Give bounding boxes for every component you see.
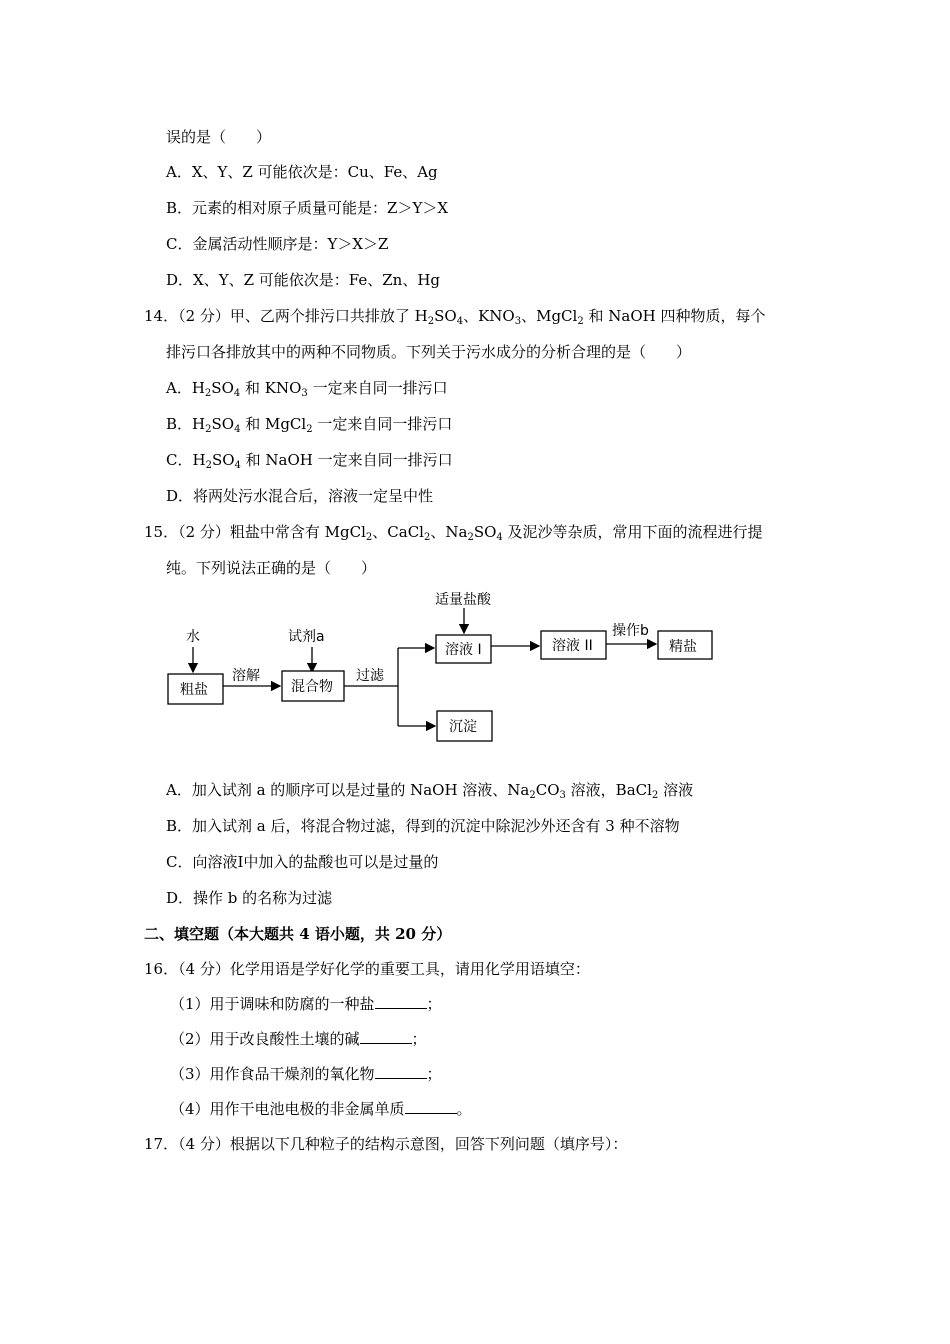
q13-stem-tail: 误的是（ ） (166, 128, 272, 146)
q17-stem: 17．（4 分）根据以下几种粒子的结构示意图，回答下列问题（填序号）： (144, 1135, 628, 1153)
q16-item2: （2）用于改良酸性土壤的碱 ； (170, 1030, 427, 1048)
flow-label-dissolve: 溶解 (232, 668, 260, 684)
q16-blank1[interactable] (375, 994, 427, 1009)
q16-item4: （4）用作干电池电极的非金属单质 。 (170, 1100, 472, 1118)
flow-label-op-b: 操作b (612, 623, 649, 639)
q16-blank2[interactable] (360, 1029, 412, 1044)
q16-stem: 16．（4 分）化学用语是学好化学的重要工具，请用化学用语填空： (144, 960, 590, 978)
text-precipitate: 沉淀 (449, 719, 477, 735)
salt-purification-flowchart (0, 580, 950, 760)
text-mixture: 混合物 (291, 679, 333, 695)
q13-option-d: D．X、Y、Z 可能依次是：Fe、Zn、Hg (166, 271, 441, 289)
q15-option-d: D．操作 b 的名称为过滤 (166, 889, 333, 907)
flow-label-filter: 过滤 (356, 668, 384, 684)
q16-item1: （1）用于调味和防腐的一种盐 ； (170, 995, 442, 1013)
section2-title: 二、填空题（本大题共 4 语小题，共 20 分） (144, 925, 452, 943)
q14-stem-line2: 排污口各排放其中的两种不同物质。下列关于污水成分的分析合理的是（ ） (166, 343, 692, 361)
text-solution2: 溶液 II (552, 638, 593, 654)
text-refined-salt: 精盐 (669, 639, 697, 655)
q13-option-b: B．元素的相对原子质量可能是：Z＞Y＞X (166, 199, 449, 217)
text-solution1: 溶液 I (445, 642, 482, 658)
q15-option-c: C．向溶液Ⅰ中加入的盐酸也可以是过量的 (166, 853, 439, 871)
q16-item3: （3）用作食品干燥剂的氧化物 ； (170, 1065, 442, 1083)
q15-option-a: A．加入试剂 a 的顺序可以是过量的 NaOH 溶液、$Na_2CO_3$ 溶液，BaCl$_2$ 溶液 (166, 781, 694, 801)
text-crude-salt: 粗盐 (180, 682, 208, 698)
flow-label-hcl: 适量盐酸 (435, 592, 491, 608)
q14-option-b: B．$H_2SO_4$ 和 MgCl$_2$ 一定来自同一排污口 (166, 415, 453, 435)
q15-option-b: B．加入试剂 a 后，将混合物过滤，得到的沉淀中除泥沙外还含有 3 种不溶物 (166, 817, 680, 835)
q14-option-d: D．将两处污水混合后，溶液一定呈中性 (166, 487, 434, 505)
q14-option-a: A．$H_2SO_4$ 和 $KNO_3$ 一定来自同一排污口 (166, 379, 448, 399)
flow-label-water: 水 (186, 629, 200, 645)
q16-blank4[interactable] (405, 1099, 457, 1114)
q16-blank3[interactable] (375, 1064, 427, 1079)
flow-label-reagent-a: 试剂a (288, 629, 325, 645)
q15-stem-line2: 纯。下列说法正确的是（ ） (166, 559, 377, 577)
q15-stem-line1: 15．（2 分）粗盐中常含有 MgCl$_2$、CaCl$_2$、$Na_2SO_4$ 及泥沙等杂质，常用下面的流程进行提 (144, 523, 763, 543)
q14-stem-line1: 14．（2 分）甲、乙两个排污口共排放了 $H_2SO_4$、$KNO_3$、MgCl$_2$ 和 NaOH 四种物质，每个 (144, 307, 766, 327)
q14-option-c: C．$H_2SO_4$ 和 NaOH 一定来自同一排污口 (166, 451, 453, 471)
q13-option-a: A．X、Y、Z 可能依次是：Cu、Fe、Ag (166, 163, 438, 181)
q13-option-c: C．金属活动性顺序是：Y＞X＞Z (166, 235, 389, 253)
